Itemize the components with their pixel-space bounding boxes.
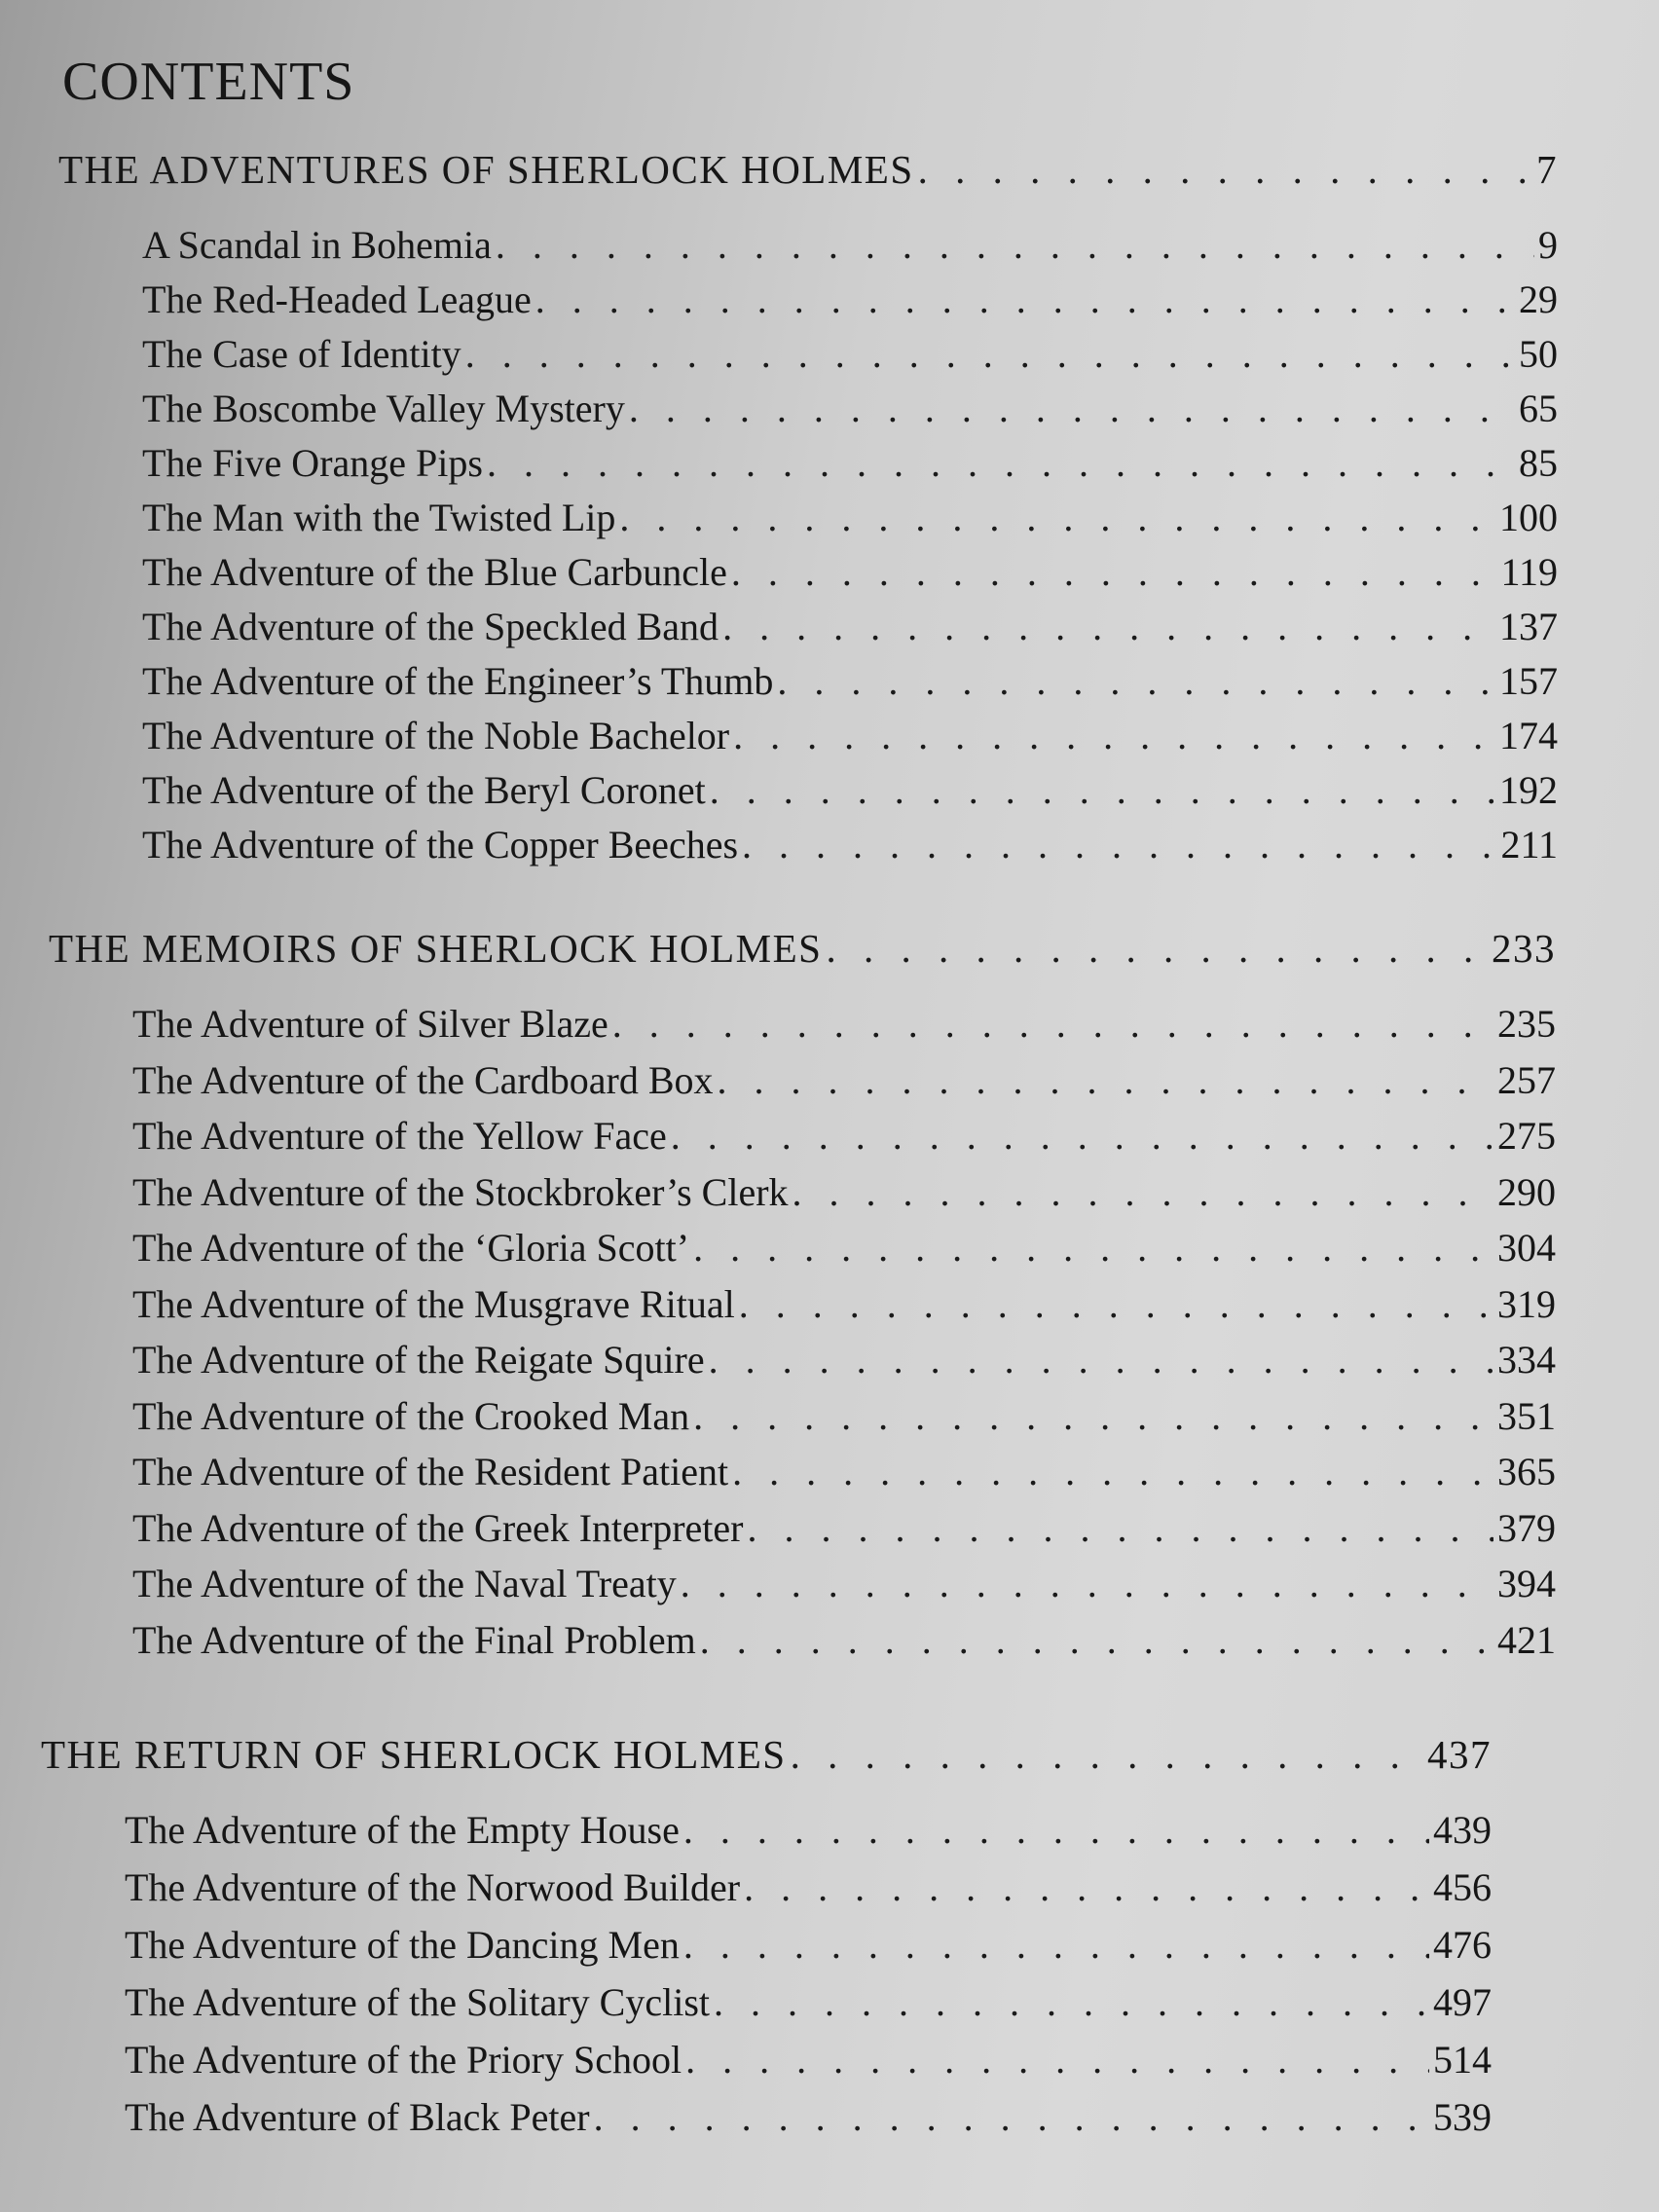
section-return: [41, 1731, 1492, 2152]
entry-title: The Adventure of the Copper Beeches: [142, 823, 739, 866]
entry-title: The Adventure of the Noble Bachelor: [142, 714, 730, 757]
entry-title: The Adventure of the Dancing Men: [125, 1923, 680, 1967]
entry-page: 290: [1497, 1169, 1556, 1214]
contents-title: CONTENTS: [62, 52, 355, 112]
dot-leader: [709, 1337, 1493, 1382]
dot-leader: [487, 440, 1515, 486]
dot-leader: [693, 1225, 1493, 1271]
entry-page: 379: [1497, 1505, 1556, 1550]
entry-title: The Adventure of the Final Problem: [132, 1617, 696, 1662]
dot-leader: [731, 549, 1497, 595]
section-adventures: [58, 146, 1558, 876]
entry-title: The Adventure of the Norwood Builder: [125, 1865, 741, 1909]
entry-title: The Adventure of the Yellow Face: [132, 1114, 667, 1158]
entry-page: 9: [1538, 223, 1558, 267]
toc-entry: [41, 1922, 1492, 1979]
section-heading-page: 7: [1536, 147, 1558, 192]
section-memoirs: [49, 925, 1556, 1673]
section-heading-title: THE ADVENTURES OF SHERLOCK HOLMES: [58, 147, 914, 192]
entry-page: 365: [1497, 1450, 1556, 1493]
entry-title: The Adventure of the Stockbroker’s Clerk: [132, 1169, 789, 1214]
entry-title: The Case of Identity: [142, 332, 461, 376]
toc-entry: [49, 1001, 1556, 1057]
entry-page: 421: [1497, 1617, 1556, 1662]
entry-page: 334: [1497, 1338, 1556, 1382]
entry-page: 351: [1497, 1393, 1556, 1438]
entry-page: 476: [1433, 1923, 1492, 1967]
entry-title: The Adventure of the Crooked Man: [132, 1393, 690, 1438]
entry-page: 539: [1433, 2095, 1492, 2139]
toc-entry: [49, 1057, 1556, 1114]
section-heading-page: 437: [1427, 1732, 1492, 1777]
toc-entry: [41, 1807, 1492, 1864]
toc-entry: [58, 767, 1558, 822]
entry-page: 29: [1519, 277, 1558, 321]
dot-leader: [612, 1001, 1493, 1047]
toc-entry: [58, 658, 1558, 713]
entry-page: 304: [1497, 1226, 1556, 1270]
toc-entry: [49, 1337, 1556, 1393]
dot-leader: [683, 1922, 1429, 1968]
toc-entry: [41, 2037, 1492, 2094]
entry-page: 192: [1499, 768, 1558, 812]
entry-page: 50: [1519, 332, 1558, 376]
toc-entry: [49, 1393, 1556, 1450]
toc-entry: [41, 1979, 1492, 2037]
toc-entry: [49, 1561, 1556, 1617]
dot-leader: [826, 925, 1488, 972]
dot-leader: [747, 1505, 1493, 1551]
entry-title: The Adventure of the Naval Treaty: [132, 1562, 677, 1605]
toc-entry: [58, 222, 1558, 276]
entry-page: 85: [1519, 441, 1558, 485]
dot-leader: [683, 1807, 1429, 1853]
dot-leader: [700, 1617, 1493, 1663]
toc-entry: [58, 713, 1558, 767]
entry-page: 257: [1497, 1057, 1556, 1102]
entry-page: 514: [1433, 2038, 1492, 2082]
dot-leader: [733, 713, 1495, 758]
dot-leader: [918, 146, 1532, 193]
dot-leader: [619, 495, 1495, 540]
toc-entry: [49, 1617, 1556, 1674]
entry-title: The Adventure of the Priory School: [125, 2038, 682, 2082]
entry-page: 137: [1499, 605, 1558, 648]
entry-title: The Five Orange Pips: [142, 441, 483, 485]
toc-entry: [58, 495, 1558, 549]
entry-page: 497: [1433, 1980, 1492, 2024]
entry-title: The Adventure of the ‘Gloria Scott’: [132, 1226, 690, 1270]
section-heading: [58, 146, 1558, 222]
toc-entry: [49, 1113, 1556, 1169]
section-heading-page: 233: [1492, 926, 1556, 971]
entry-title: The Adventure of the Empty House: [125, 1808, 680, 1852]
toc-entry: [58, 549, 1558, 604]
dot-leader: [535, 276, 1515, 322]
toc-entry: [58, 604, 1558, 658]
entry-page: 65: [1519, 387, 1558, 430]
dot-leader: [791, 1731, 1423, 1778]
entry-title: The Adventure of the Greek Interpreter: [132, 1505, 744, 1550]
entry-title: The Adventure of the Blue Carbuncle: [142, 550, 727, 594]
entry-title: The Adventure of the Speckled Band: [142, 605, 719, 648]
section-heading-title: THE RETURN OF SHERLOCK HOLMES: [41, 1732, 787, 1777]
dot-leader: [777, 658, 1495, 704]
entry-title: The Boscombe Valley Mystery: [142, 387, 625, 430]
toc-entry: [41, 2094, 1492, 2152]
dot-leader: [718, 1057, 1493, 1103]
entry-title: The Adventure of the Beryl Coronet: [142, 768, 706, 812]
dot-leader: [693, 1393, 1493, 1439]
dot-leader: [496, 222, 1534, 268]
entry-page: 211: [1500, 823, 1558, 866]
entry-page: 100: [1499, 496, 1558, 539]
entry-title: The Adventure of the Cardboard Box: [132, 1057, 714, 1102]
section-heading: [49, 925, 1556, 1001]
dot-leader: [722, 604, 1495, 649]
dot-leader: [744, 1864, 1429, 1910]
toc-entry: [41, 1864, 1492, 1922]
dot-leader: [671, 1113, 1493, 1159]
dot-leader: [793, 1169, 1493, 1215]
section-heading: [41, 1731, 1492, 1807]
toc-entry: [49, 1449, 1556, 1505]
toc-entry: [58, 276, 1558, 331]
entry-title: The Adventure of the Engineer’s Thumb: [142, 659, 774, 703]
entry-title: A Scandal in Bohemia: [142, 223, 492, 267]
dot-leader: [681, 1561, 1493, 1606]
dot-leader: [732, 1449, 1493, 1494]
dot-leader: [594, 2094, 1429, 2140]
entry-title: The Adventure of the Solitary Cyclist: [125, 1980, 710, 2024]
dot-leader: [629, 386, 1515, 431]
dot-leader: [742, 822, 1496, 867]
entry-page: 119: [1500, 550, 1558, 594]
toc-entry: [49, 1505, 1556, 1562]
entry-title: The Adventure of Silver Blaze: [132, 1002, 608, 1046]
entry-title: The Man with the Twisted Lip: [142, 496, 616, 539]
entry-page: 439: [1433, 1808, 1492, 1852]
entry-page: 174: [1499, 714, 1558, 757]
section-heading-title: THE MEMOIRS OF SHERLOCK HOLMES: [49, 926, 823, 971]
entry-page: 394: [1497, 1562, 1556, 1605]
toc-entry: [49, 1225, 1556, 1281]
dot-leader: [710, 767, 1495, 813]
dot-leader: [739, 1281, 1493, 1327]
toc-entry: [58, 440, 1558, 495]
dot-leader: [685, 2037, 1429, 2083]
dot-leader: [465, 331, 1515, 377]
toc-entry: [58, 331, 1558, 386]
toc-entry: [49, 1281, 1556, 1338]
entry-title: The Adventure of Black Peter: [125, 2095, 590, 2139]
entry-page: 275: [1497, 1114, 1556, 1158]
toc-entry: [58, 822, 1558, 876]
dot-leader: [714, 1979, 1429, 2025]
toc-entry: [58, 386, 1558, 440]
entry-page: 157: [1499, 659, 1558, 703]
entry-title: The Adventure of the Reigate Squire: [132, 1338, 705, 1382]
entry-page: 319: [1497, 1281, 1556, 1326]
toc-entry: [49, 1169, 1556, 1226]
entry-title: The Adventure of the Musgrave Ritual: [132, 1281, 735, 1326]
entry-title: The Red-Headed League: [142, 277, 532, 321]
entry-page: 456: [1433, 1865, 1492, 1909]
entry-title: The Adventure of the Resident Patient: [132, 1450, 729, 1493]
entry-page: 235: [1497, 1002, 1556, 1046]
